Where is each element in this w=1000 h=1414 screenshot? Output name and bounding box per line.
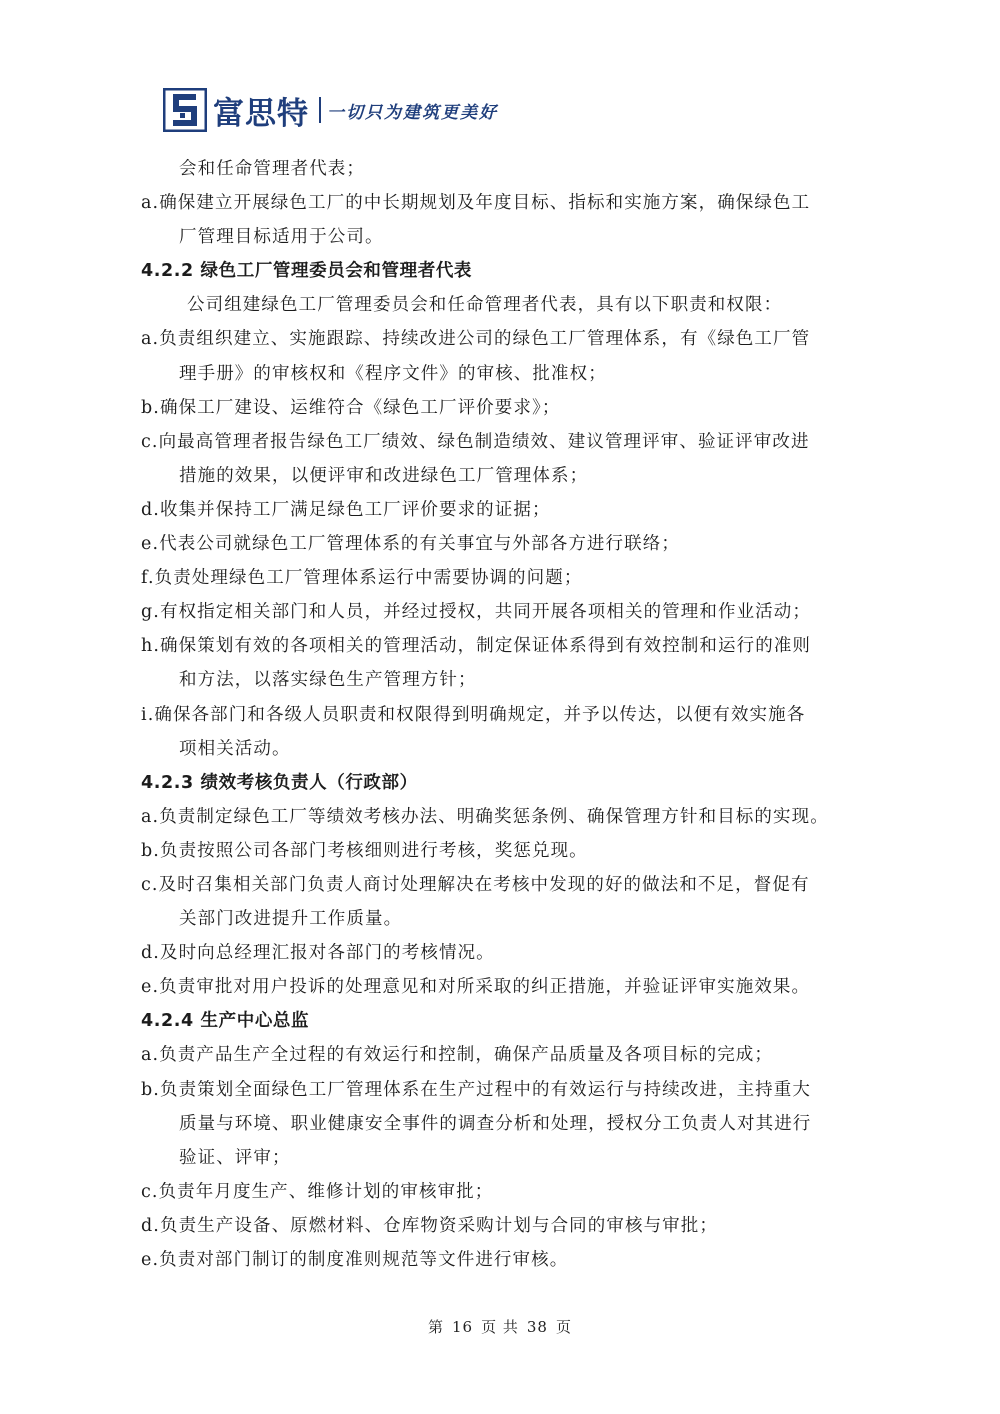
list-item: i.确保各部门和各级人员职责和权限得到明确规定，并予以传达，以便有效实施各 bbox=[141, 704, 806, 725]
page-footer bbox=[0, 1316, 1000, 1337]
list-item: c.及时召集相关部门负责人商讨处理解决在考核中发现的好的做法和不足，督促有 bbox=[141, 874, 810, 895]
list-item: e.负责审批对用户投诉的处理意见和对所采取的纠正措施，并验证评审实施效果。 bbox=[141, 977, 811, 998]
list-item: a.确保建立开展绿色工厂的中长期规划及年度目标、指标和实施方案，确保绿色工 bbox=[141, 193, 811, 214]
list-item: e.代表公司就绿色工厂管理体系的有关事宜与外部各方进行联络； bbox=[141, 534, 680, 555]
footer-middle: 页 共 bbox=[481, 1318, 519, 1336]
list-item: a.负责产品生产全过程的有效运行和控制，确保产品质量及各项目标的完成； bbox=[141, 1045, 773, 1066]
text-line: 项相关活动。 bbox=[179, 738, 291, 759]
list-item: c.向最高管理者报告绿色工厂绩效、绿色制造绩效、建议管理评审、验证评审改进 bbox=[141, 431, 810, 452]
list-item: f.负责处理绿色工厂管理体系运行中需要协调的问题； bbox=[141, 568, 583, 589]
text-line: 厂管理目标适用于公司。 bbox=[179, 227, 384, 248]
list-item: b.负责按照公司各部门考核细则进行考核，奖惩兑现。 bbox=[141, 840, 588, 861]
page-number: 16 bbox=[452, 1318, 474, 1336]
fst-s-logo-icon bbox=[163, 88, 207, 132]
section-heading: 4.2.2 绿色工厂管理委员会和管理者代表 bbox=[141, 261, 473, 282]
list-item: h.确保策划有效的各项相关的管理活动，制定保证体系得到有效控制和运行的准则 bbox=[141, 636, 812, 657]
text-line: 关部门改进提升工作质量。 bbox=[179, 909, 403, 930]
list-item: a.负责组织建立、实施跟踪、持续改进公司的绿色工厂管理体系，有《绿色工厂管 bbox=[141, 329, 811, 350]
list-item: c.负责年月度生产、维修计划的审核审批； bbox=[141, 1181, 494, 1202]
text-line: 会和任命管理者代表； bbox=[179, 159, 365, 179]
text-line: 验证、评审； bbox=[179, 1147, 291, 1168]
brand-divider bbox=[319, 97, 321, 123]
text-line: 理手册》的审核权和《程序文件》的审核、批准权； bbox=[179, 363, 607, 384]
text-line: 和方法，以落实绿色生产管理方针； bbox=[179, 670, 477, 691]
text-line: 措施的效果，以便评审和改进绿色工厂管理体系； bbox=[179, 465, 589, 486]
document-header bbox=[163, 88, 498, 132]
list-item: b.负责策划全面绿色工厂管理体系在生产过程中的有效运行与持续改进，主持重大 bbox=[141, 1079, 811, 1100]
document-body bbox=[141, 152, 871, 1277]
list-item: e.负责对部门制订的制度准则规范等文件进行审核。 bbox=[141, 1250, 569, 1270]
section-heading: 4.2.4 生产中心总监 bbox=[141, 1011, 310, 1032]
list-item: a.负责制定绿色工厂等绩效考核办法、明确奖惩条例、确保管理方针和目标的实现。 bbox=[141, 806, 829, 827]
paragraph: 公司组建绿色工厂管理委员会和任命管理者代表，具有以下职责和权限： bbox=[187, 295, 783, 316]
list-item: d.负责生产设备、原燃材料、仓库物资采购计划与合同的审核与审批； bbox=[141, 1215, 718, 1236]
section-heading: 4.2.3 绩效考核负责人（行政部） bbox=[141, 772, 418, 793]
text-line: 质量与环境、职业健康安全事件的调查分析和处理，授权分工负责人对其进行 bbox=[179, 1113, 812, 1134]
list-item: d.收集并保持工厂满足绿色工厂评价要求的证据； bbox=[141, 499, 551, 520]
brand-slogan: 一切只为建筑更美好 bbox=[327, 102, 498, 123]
brand-name: 富思特 bbox=[213, 95, 309, 132]
list-item: g.有权指定相关部门和人员，并经过授权，共同开展各项相关的管理和作业活动； bbox=[141, 602, 811, 623]
total-pages: 38 bbox=[526, 1318, 548, 1336]
list-item: d.及时向总经理汇报对各部门的考核情况。 bbox=[141, 943, 495, 964]
footer-suffix: 页 bbox=[555, 1318, 572, 1336]
list-item: b.确保工厂建设、运维符合《绿色工厂评价要求》； bbox=[141, 397, 561, 418]
footer-prefix: 第 bbox=[428, 1318, 445, 1336]
